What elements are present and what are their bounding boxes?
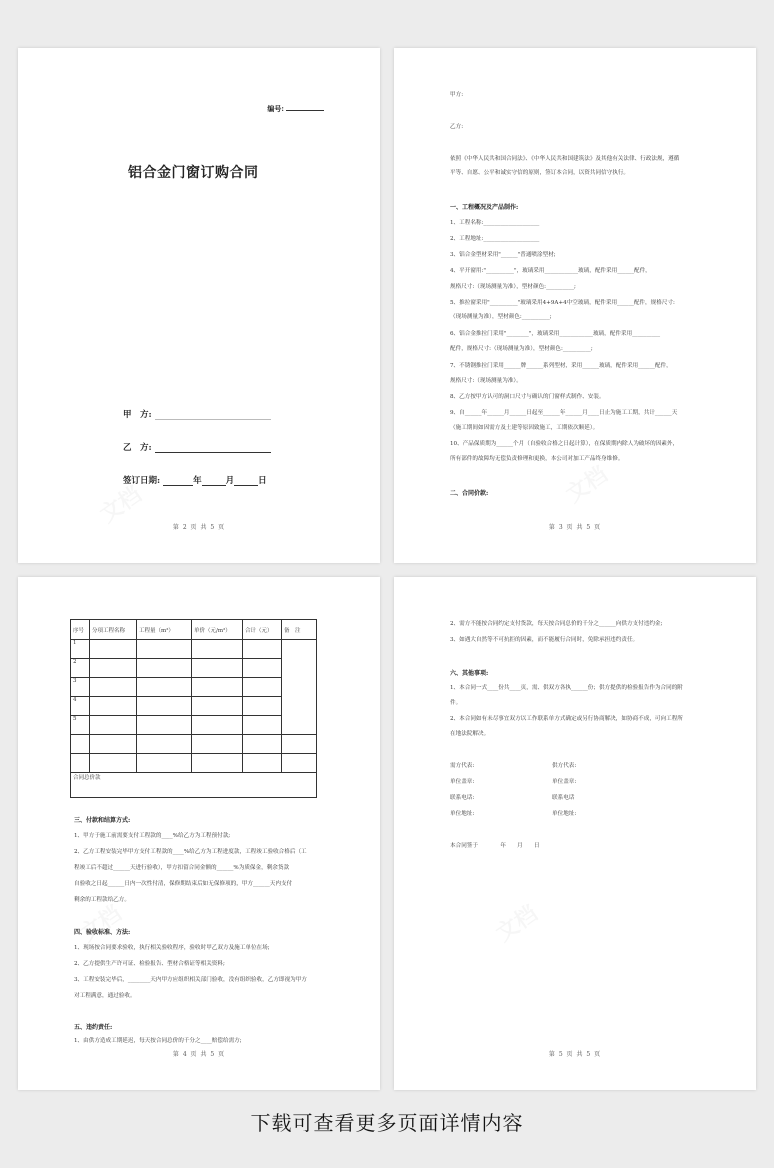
page-title: 铝合金门窗订购合同 xyxy=(128,165,259,181)
contract-date-line: 本合同签于 年 月 日 xyxy=(450,843,540,849)
month-label: 月 xyxy=(225,476,235,486)
list-item: 3、如遇大自然等不可抗拒的因素，而不能履行合同时，免除承担违约责任。 xyxy=(450,637,639,643)
table-cell: 2 xyxy=(71,659,90,678)
list-item: 2、本合同如有未尽事宜双方以工作联系单方式确定或另行协商解决，如协商不成，可向工程所 xyxy=(450,716,683,722)
buyer-address-label: 单位地址: xyxy=(450,811,475,817)
table-cell xyxy=(71,754,90,773)
day-label: 日 xyxy=(258,476,267,486)
list-item: 配件，规格尺寸:（现场测量为准），型材颜色:__________; xyxy=(450,346,593,352)
list-item: 2、需方不能按合同约定支付货款，每天按合同总价的千分之______向供方支付违约金; xyxy=(450,621,663,627)
sign-date-label: 签订日期: xyxy=(123,476,161,486)
table-row xyxy=(71,678,317,697)
list-item: 10、产品保质期为______个月（自验收合格之日起计算），在保质期内除人为破坏的因素外， xyxy=(450,441,679,447)
serial-blank xyxy=(286,110,324,111)
table-header: 工程量（m²） xyxy=(137,620,192,640)
party-a-line: 甲方: xyxy=(450,92,464,98)
list-item: 6、铝合金推拉门采用"________"，玻璃采用____________玻璃，配件采用__________ xyxy=(450,331,661,337)
list-item: 4、平开窗用:"__________"，玻璃采用____________玻璃，配件采用______配件， xyxy=(450,268,651,274)
list-item: 对工程满意，通过验收。 xyxy=(74,993,136,999)
list-item: 剩余的工程款给乙方。 xyxy=(74,897,130,903)
party-b-blank xyxy=(155,452,271,453)
document-page-3 xyxy=(18,577,380,1090)
remarks-cell xyxy=(282,640,317,735)
list-item: 1、现场按合同要求验收，执行相关验收程序，验收时甲乙双方及施工单位在场; xyxy=(74,945,270,951)
list-item: 5、推拉窗采用"__________"玻璃采用4+9A+4中空玻璃，配件采用______配件，规格尺寸: xyxy=(450,300,675,306)
table-header: 分项工程名称 xyxy=(90,620,137,640)
page-number: 第 3 页 共 5 页 xyxy=(548,524,602,531)
page-number: 第 5 页 共 5 页 xyxy=(548,1051,602,1058)
list-item: 9、自______年______月______日起至______年______月____日止为施工工期，共计______天 xyxy=(450,410,678,416)
table-cell: 5 xyxy=(71,716,90,735)
buyer-seal-label: 单位盖章: xyxy=(450,779,475,785)
page-number: 第 4 页 共 5 页 xyxy=(172,1051,226,1058)
buyer-rep-label: 需方代表: xyxy=(450,763,475,769)
intro-line-2: 平等、自愿、公平和诚实守信的原则，签订本合同，以资共同信守执行。 xyxy=(450,170,630,176)
party-b-line: 乙方: xyxy=(450,124,464,130)
price-table xyxy=(70,619,317,798)
supplier-rep-label: 供方代表: xyxy=(552,763,577,769)
list-item: 8、乙方按甲方认可的洞口尺寸与确认的门窗样式制作、安装。 xyxy=(450,394,605,400)
table-row xyxy=(71,640,317,659)
serial-number-field xyxy=(267,104,324,114)
party-b-label: 乙 方: xyxy=(123,443,152,453)
list-item: 7、不锈钢推拉门采用______牌______系列型材，采用______玻璃，配件采用______配件， xyxy=(450,363,672,369)
list-item: 1、本合同一式____份共____页，需、供双方各执______份；供方提供的检验报告作为合同的附 xyxy=(450,685,683,691)
party-b-field xyxy=(123,441,271,453)
table-total-row xyxy=(71,773,317,798)
table-header: 单价（元/m²） xyxy=(192,620,243,640)
list-item: 2、乙方工程安装完毕甲方支付工程款的____%给乙方为工程进度款，工程竣工验收合格后（工 xyxy=(74,849,307,855)
party-a-field xyxy=(123,408,271,420)
section-heading: 四、验收标准、方法: xyxy=(74,929,131,936)
section-heading: 一、工程概况及产品制作: xyxy=(450,204,519,211)
watermark xyxy=(489,897,543,948)
intro-line-1: 依照《中华人民共和国合同法》、《中华人民共和国建筑法》及其他有关法律、行政法规，遵循 xyxy=(450,156,680,162)
table-row xyxy=(71,659,317,678)
document-page-cover xyxy=(18,48,380,563)
table-row xyxy=(71,716,317,735)
list-item: 3、铝合金型材采用"______"普通喷涂型材; xyxy=(450,252,556,258)
watermark xyxy=(559,458,613,509)
list-item: 1、甲方于施工前需要支付工程款的____%给乙方为工程预付款; xyxy=(74,833,231,839)
list-item: 规格尺寸:（现场测量为准），型材颜色:__________; xyxy=(450,284,576,290)
section-heading: 五、违约责任: xyxy=(74,1024,113,1031)
party-a-blank xyxy=(155,419,271,420)
document-page-2 xyxy=(394,48,756,563)
list-item: 1、由供方造成工期延迟，每天按合同总价的千分之____赔偿给需方; xyxy=(74,1038,242,1044)
supplier-address-label: 单位地址: xyxy=(552,811,577,817)
supplier-seal-label: 单位盖章: xyxy=(552,779,577,785)
page-number: 第 2 页 共 5 页 xyxy=(172,524,226,531)
list-item: 2、工程地址:____________________ xyxy=(450,236,540,242)
download-caption: 下载可查看更多页面详情内容 xyxy=(250,1111,524,1135)
table-total-label: 合同总价款 xyxy=(71,773,317,798)
section-heading: 二、合同价款: xyxy=(450,490,489,497)
list-item: 3、工程安装完毕后，________天内甲方应组织相关部门验收，没有组织验收，乙方即视为甲方 xyxy=(74,977,307,983)
list-item: 件。 xyxy=(450,700,462,706)
year-label: 年 xyxy=(193,476,202,486)
list-item: （施工期间如因需方及土建等原因致施工，工期依次顺延）。 xyxy=(450,425,599,431)
list-item: 程竣工后不超过______天进行验收），甲方扣留合同金额的______%为质保金，剩余货款 xyxy=(74,865,290,871)
list-item: （现场测量为准），型材颜色:__________; xyxy=(450,314,552,320)
document-page-4 xyxy=(394,577,756,1090)
section-heading: 三、付款和结算方式: xyxy=(74,817,131,824)
table-header-row xyxy=(71,620,317,640)
list-item: 规格尺寸:（现场测量为准）。 xyxy=(450,378,522,384)
day-blank xyxy=(234,485,258,486)
section-heading: 六、其他事项: xyxy=(450,670,489,677)
buyer-phone-label: 联系电话: xyxy=(450,795,475,801)
table-cell: 4 xyxy=(71,697,90,716)
table-cell: 3 xyxy=(71,678,90,697)
list-item: 自验收之日起______日内一次性付清，保修期结束后如无保修项的，甲方______天内支付 xyxy=(74,881,293,887)
table-header: 备 注 xyxy=(282,620,317,640)
supplier-phone-label: 联系电话 xyxy=(552,795,575,801)
table-row xyxy=(71,697,317,716)
table-cell: 1 xyxy=(71,640,90,659)
year-blank xyxy=(163,485,193,486)
list-item: 在地法院解决。 xyxy=(450,731,490,737)
list-item: 2、乙方提供生产许可证、检验报告、型材合格证等相关资料; xyxy=(74,961,225,967)
sign-date-field xyxy=(123,474,267,486)
table-cell xyxy=(71,735,90,754)
month-blank xyxy=(202,485,226,486)
party-a-label: 甲 方: xyxy=(123,410,152,420)
table-row xyxy=(71,735,317,754)
serial-label: 编号: xyxy=(267,104,284,113)
list-item: 所有部件的故障均无偿负责修理和更换，本公司对加工产品终身维修。 xyxy=(450,456,624,462)
list-item: 1、工程名称:____________________ xyxy=(450,220,540,226)
table-row xyxy=(71,754,317,773)
table-header: 序号 xyxy=(71,620,90,640)
table-header: 合计（元） xyxy=(243,620,282,640)
